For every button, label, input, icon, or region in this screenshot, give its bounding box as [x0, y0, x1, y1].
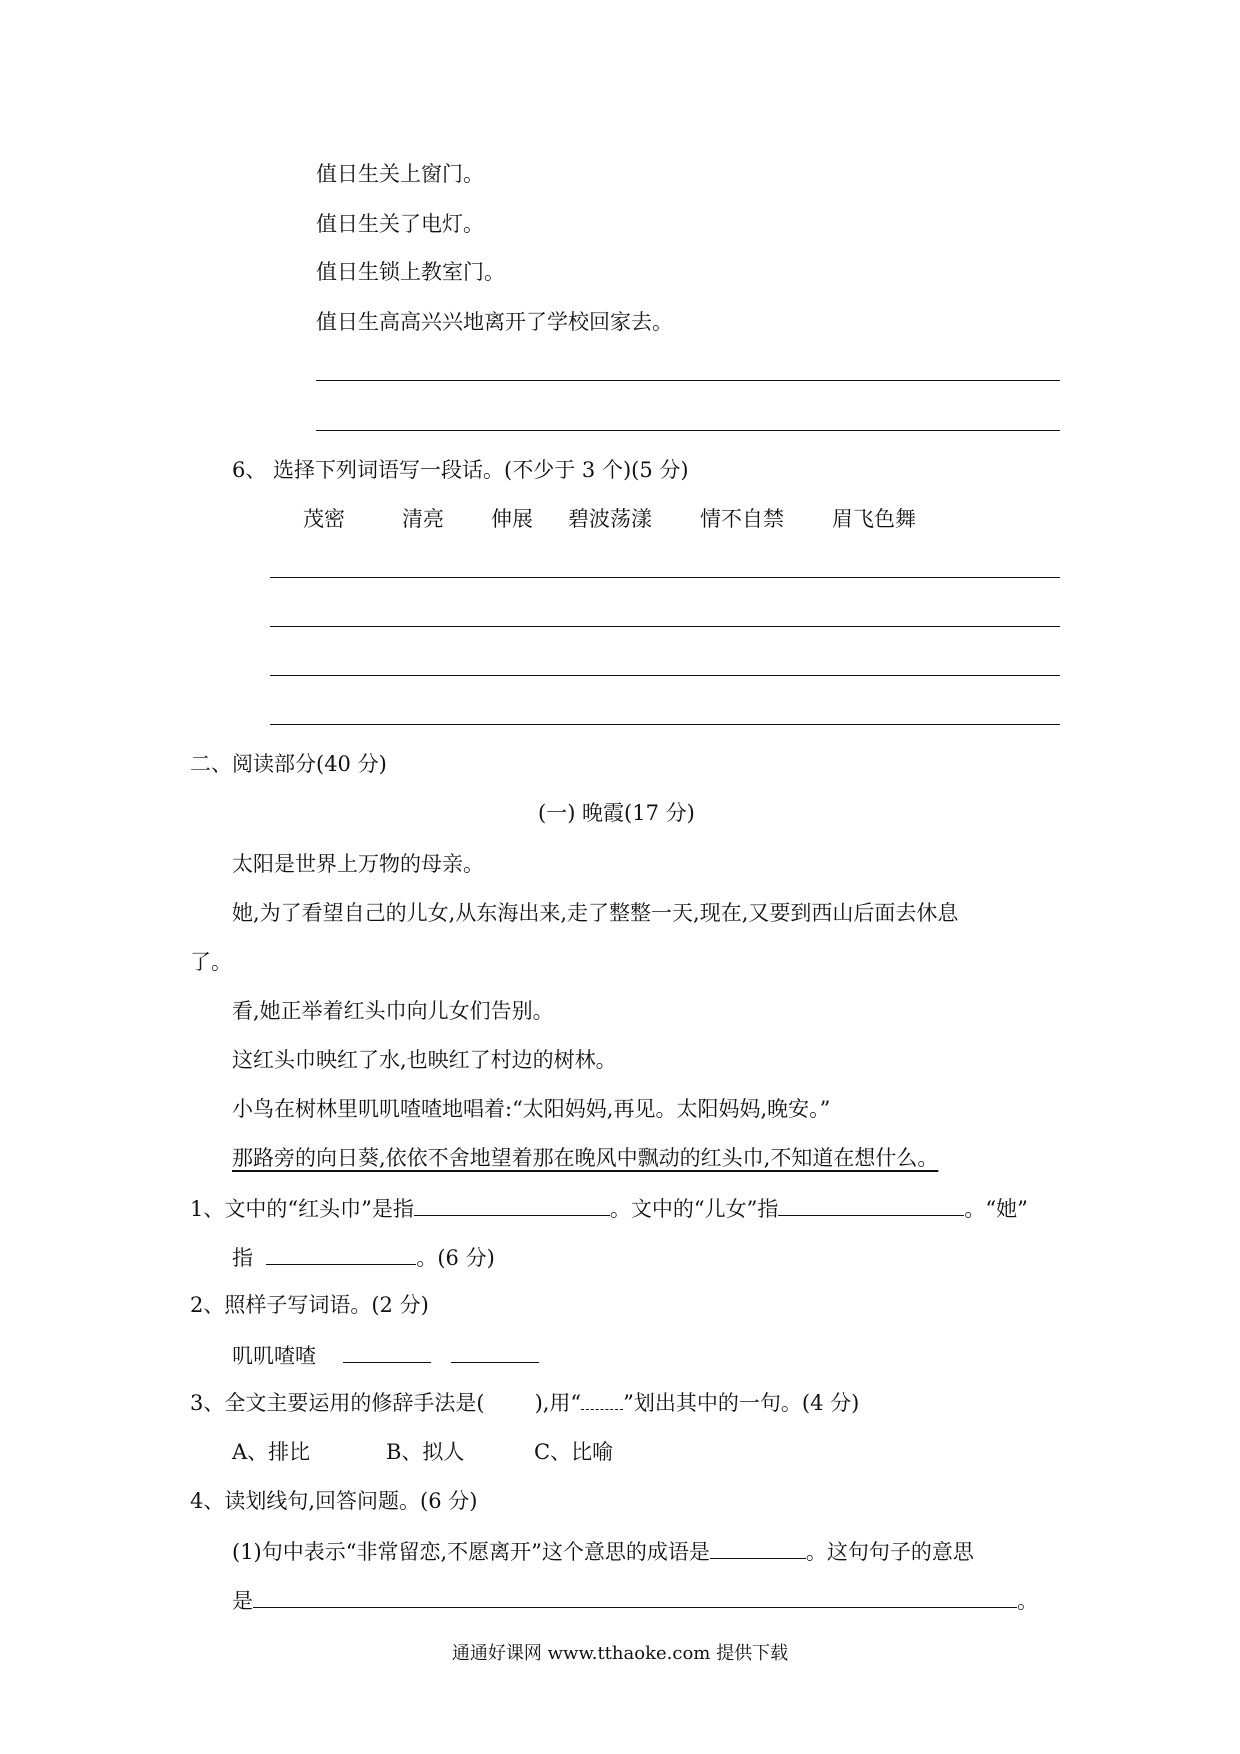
question-1 — [190, 1193, 1028, 1223]
answer-line[interactable] — [270, 626, 1060, 627]
q4-blank-2[interactable] — [253, 1585, 1017, 1608]
sentence-4: 值日生高高兴兴地离开了学校回家去。 — [316, 310, 673, 334]
underline-sample-mark — [581, 1391, 623, 1410]
q1-text-c: 。“她” — [964, 1197, 1028, 1221]
answer-line[interactable] — [270, 724, 1060, 725]
sentence-1: 值日生关上窗门。 — [316, 162, 484, 186]
q3-option-a: A、排比 — [232, 1440, 311, 1464]
q1-blank-3[interactable] — [266, 1242, 416, 1265]
paragraph-2-cont: 了。 — [190, 950, 232, 974]
q4-text-d: 。 — [1017, 1589, 1038, 1613]
paragraph-1: 太阳是世界上万物的母亲。 — [232, 852, 484, 876]
q6-word-6: 眉飞色舞 — [832, 507, 916, 531]
answer-line[interactable] — [270, 577, 1060, 578]
q6-word-5: 情不自禁 — [700, 507, 784, 531]
sentence-3: 值日生锁上教室门。 — [316, 260, 505, 284]
q1-blank-1[interactable] — [414, 1193, 610, 1216]
question-1-line2 — [232, 1242, 495, 1272]
q1-text-d: 指 — [232, 1246, 253, 1270]
q4-text-b: 。这句句子的意思 — [805, 1540, 974, 1564]
paragraph-2: 她,为了看望自己的儿女,从东海出来,走了整整一天,现在,又要到西山后面去休息 — [232, 901, 959, 925]
question-4-1 — [232, 1536, 974, 1566]
question-4: 4、读划线句,回答问题。(6 分) — [190, 1489, 478, 1513]
q2-blank-1[interactable] — [343, 1340, 431, 1363]
q3-text-a: 3、全文主要运用的修辞手法是( — [190, 1391, 485, 1415]
q4-text-c: 是 — [232, 1589, 253, 1613]
q2-sample-word: 叽叽喳喳 — [232, 1344, 316, 1368]
footer: 通通好课网 www.tthaoke.com 提供下载 — [451, 1643, 789, 1664]
q6-word-2: 清亮 — [402, 507, 444, 531]
paragraph-5: 小鸟在树林里叽叽喳喳地唱着:“太阳妈妈,再见。太阳妈妈,晚安。” — [232, 1097, 831, 1121]
question-2-line — [232, 1340, 539, 1370]
question-3 — [190, 1389, 859, 1417]
answer-line[interactable] — [270, 675, 1060, 676]
section-heading: 二、阅读部分(40 分) — [190, 752, 387, 776]
q3-text-b: ),用“ — [534, 1391, 582, 1415]
q1-blank-2[interactable] — [778, 1193, 964, 1216]
q6-word-3: 伸展 — [491, 507, 533, 531]
q1-text-b: 。文中的“儿女”指 — [609, 1197, 779, 1221]
q4-text-a: (1)句中表示“非常留恋,不愿离开”这个意思的成语是 — [232, 1540, 710, 1564]
underlined-sentence: 那路旁的向日葵,依依不舍地望着那在晚风中飘动的红头巾,不知道在想什么。 — [232, 1146, 939, 1170]
q3-text-c: ”划出其中的一句。(4 分) — [623, 1391, 860, 1415]
answer-line[interactable] — [316, 430, 1060, 431]
question-4-1-line2 — [232, 1585, 1038, 1615]
q6-word-1: 茂密 — [303, 507, 345, 531]
q6-word-4: 碧波荡漾 — [568, 507, 652, 531]
passage-title: (一) 晚霞(17 分) — [538, 801, 695, 825]
paragraph-3: 看,她正举着红头巾向儿女们告别。 — [232, 999, 554, 1023]
paragraph-4: 这红头巾映红了水,也映红了村边的树林。 — [232, 1048, 617, 1072]
q1-text-a: 1、文中的“红头巾”是指 — [190, 1197, 414, 1221]
question-2: 2、照样子写词语。(2 分) — [190, 1293, 429, 1317]
q1-text-e: 。(6 分) — [416, 1246, 495, 1270]
q3-option-c: C、比喻 — [534, 1440, 614, 1464]
q6-prompt: 6、 选择下列词语写一段话。(不少于 3 个)(5 分) — [232, 458, 689, 482]
q2-blank-2[interactable] — [451, 1340, 539, 1363]
q3-option-b: B、拟人 — [386, 1440, 465, 1464]
q4-blank-1[interactable] — [710, 1536, 806, 1559]
sentence-2: 值日生关了电灯。 — [316, 212, 484, 236]
answer-line[interactable] — [316, 380, 1060, 381]
